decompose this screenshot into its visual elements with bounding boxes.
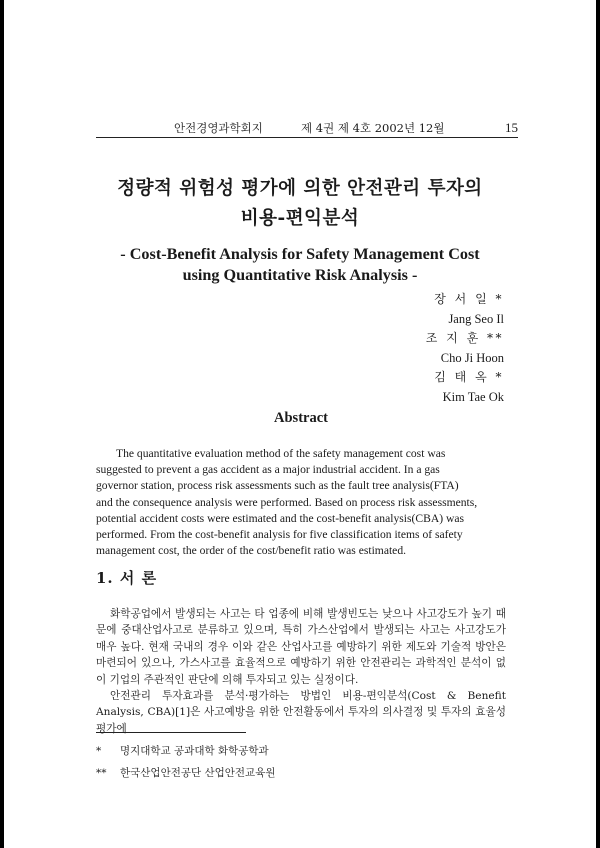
english-title-line-1: - Cost-Benefit Analysis for Safety Management Cost (120, 245, 480, 263)
footnote-2 (96, 762, 275, 784)
scan-edge-right (596, 0, 600, 848)
abstract-heading: Abstract (274, 410, 328, 426)
page-number: 15 (505, 120, 518, 135)
english-title-line-2: using Quantitative Risk Analysis - (182, 266, 418, 284)
author-1-korean: 장 서 일 * (434, 292, 504, 306)
abstract-line: and the consequence analysis were performed. Based on process risk assessments, (96, 495, 478, 509)
journal-name: 안전경영과학회지 (174, 121, 263, 135)
author-2-korean: 조 지 훈 ** (425, 331, 504, 346)
abstract-line: performed. From the cost-benefit analysis for five classification items of safety (96, 528, 463, 542)
footnote-2-text: 한국산업안전공단 산업안전교육원 (120, 767, 276, 779)
section-heading: 1. 서 론 (96, 569, 158, 587)
korean-title-line-1: 정량적 위험성 평가에 의한 안전관리 투자의 (117, 178, 483, 199)
author-3-korean: 김 태 옥 * (434, 370, 504, 385)
abstract-line: suggested to prevent a gas accident as a major industrial accident. In a gas (96, 463, 440, 477)
abstract-line: governor station, process risk assessments such as the fault tree analysis(FTA) (96, 479, 459, 493)
author-block (426, 290, 504, 408)
footnote-rule (96, 732, 246, 733)
footnotes (96, 740, 275, 784)
issue-info: 제 4권 제 4호 2002년 12월 (301, 121, 445, 135)
author-1-english: Jang Seo Il (448, 311, 504, 326)
korean-title (80, 176, 520, 232)
header-rule (96, 137, 518, 138)
scan-edge-left (0, 0, 4, 848)
abstract-line: The quantitative evaluation method of the safety management cost was (116, 447, 446, 460)
introduction-body (96, 606, 506, 737)
footnote-1 (96, 740, 275, 762)
abstract-line: potential accident costs were estimated and the cost-benefit analysis(CBA) was (96, 511, 464, 525)
introduction-paragraph-1: 화학공업에서 발생되는 사고는 타 업종에 비해 발생빈도는 낮으나 사고강도가 높기 때문에 중대산업사고로 분류하고 있으며, 특히 가스산업에서 발생되는 사고는 사고강도가 매우 높다. 현재 국내의 경우 이와 같은 산업사고를 예방하기 위한 제도와 기술적 방안은 마련되어 있으나, 가스사고를 효율적으로 예방하기 위한 안전관리는 과학적인 분석이 없이 기업의 주관적인 판단에 의해 투자되고 있는 실정이다. (96, 608, 506, 686)
abstract-line: management cost, the order of the cost/benefit ratio was estimated. (96, 544, 407, 558)
footnote-1-text: 명지대학교 공과대학 화학공학과 (120, 745, 269, 757)
footnote-1-mark: * (96, 745, 102, 757)
korean-title-line-2: 비용-편익분석 (240, 208, 360, 229)
running-header (96, 120, 518, 136)
english-title (70, 244, 530, 286)
author-3-english: Kim Tae Ok (442, 389, 504, 404)
abstract-text (96, 446, 506, 559)
author-2-english: Cho Ji Hoon (440, 350, 504, 365)
footnote-2-mark: ** (96, 767, 107, 779)
introduction-paragraph-2: 안전관리 투자효과를 분석·평가하는 방법인 비용-편익분석(Cost & Benefit Analysis, CBA)[1]은 사고예방을 위한 안전활동에서 투자의 의사결정 및 투자의 효율성 평가에 (96, 690, 506, 735)
